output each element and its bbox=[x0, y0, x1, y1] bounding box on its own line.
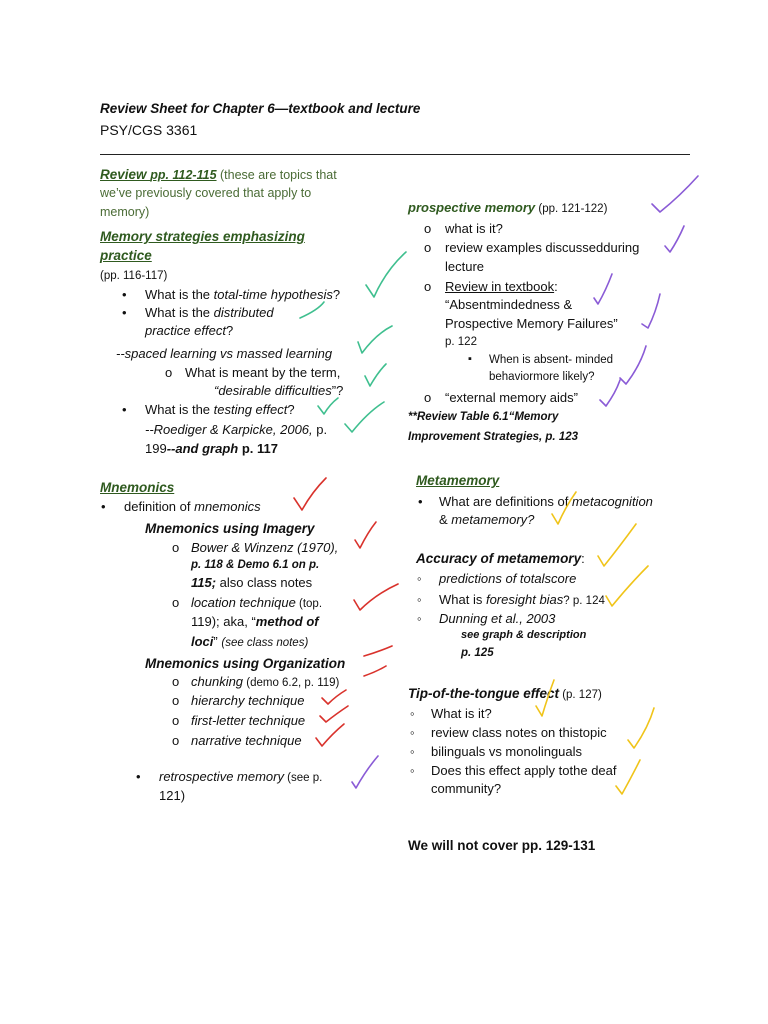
practice-pages: (pp. 116-117) bbox=[100, 270, 168, 282]
bullet-o: o bbox=[172, 693, 180, 708]
first-letter-technique: first-letter technique bbox=[191, 713, 306, 728]
roediger-page: 199 bbox=[145, 441, 167, 456]
location-term: location technique bbox=[191, 595, 296, 610]
roediger-graph: --and graph bbox=[166, 441, 242, 456]
bullet: • bbox=[122, 305, 127, 320]
acc-heading-text: Accuracy of metamemory bbox=[416, 551, 582, 566]
method-of-loci: method of bbox=[255, 614, 319, 629]
q1-text: What is the bbox=[145, 287, 214, 302]
organization-heading: Mnemonics using Organization bbox=[145, 656, 346, 671]
imagery-heading: Mnemonics using Imagery bbox=[145, 521, 315, 536]
bullet-circle: ◦ bbox=[410, 706, 415, 721]
bullet-circle: ◦ bbox=[417, 592, 422, 607]
q3-mark: ”? bbox=[331, 383, 344, 398]
q2-text: What is the bbox=[145, 305, 214, 320]
check-mark-icon bbox=[620, 346, 646, 384]
m1b-term: metamemory? bbox=[451, 512, 535, 527]
bower-notes: also class notes bbox=[216, 575, 313, 590]
q4-mark: ? bbox=[287, 402, 295, 417]
bullet-circle: ◦ bbox=[410, 725, 415, 740]
bullet-square: ▪ bbox=[468, 353, 472, 365]
tot-heading bbox=[408, 684, 602, 704]
mnem-def-text: definition of bbox=[124, 499, 195, 514]
bullet-circle: ◦ bbox=[410, 763, 415, 778]
check-mark-icon bbox=[600, 380, 620, 406]
practice-heading: Memory strategies emphasizing bbox=[100, 229, 305, 244]
acc-colon: : bbox=[581, 551, 585, 566]
dunning-page: p. 125 bbox=[461, 647, 494, 659]
bullet-circle: ◦ bbox=[417, 571, 422, 586]
bullet-circle: ◦ bbox=[410, 744, 415, 759]
question-desirable: What is meant by the term, bbox=[185, 365, 341, 380]
hierarchy-technique: hierarchy technique bbox=[191, 693, 305, 708]
bullet: • bbox=[136, 769, 141, 784]
absent-minded-2: behaviormore likely? bbox=[489, 371, 595, 383]
retrospective-memory bbox=[159, 768, 322, 787]
m1b-text: & bbox=[439, 512, 452, 527]
bullet: • bbox=[101, 499, 106, 514]
loci-notes: (see class notes) bbox=[221, 637, 309, 649]
m1-term: metacognition bbox=[571, 494, 653, 509]
chunking-term: chunking bbox=[191, 674, 244, 689]
prospective-memory bbox=[408, 199, 607, 218]
check-mark-icon bbox=[320, 706, 348, 722]
review-pages: pp. 112-115 bbox=[150, 168, 217, 182]
check-mark-icon bbox=[355, 522, 376, 548]
q4-text: What is the bbox=[145, 402, 214, 417]
check-mark-icon bbox=[322, 690, 346, 704]
question-desirable-2 bbox=[214, 382, 343, 401]
prosp-examples: review examples discussedduring bbox=[445, 240, 640, 255]
bower-ref-2 bbox=[191, 574, 312, 593]
metamemory-definition bbox=[439, 511, 534, 530]
m1-text: What are definitions of bbox=[439, 494, 572, 509]
tot-what-is-it: What is it? bbox=[431, 706, 492, 721]
roediger-ref-2 bbox=[145, 440, 278, 459]
not-covered-note: We will not cover pp. 129-131 bbox=[408, 838, 596, 853]
a2-term: foresight bias bbox=[485, 592, 564, 607]
bullet-o: o bbox=[424, 240, 432, 255]
question-distributed-2 bbox=[145, 322, 233, 341]
check-mark-icon bbox=[358, 326, 392, 353]
spaced-learning: --spaced learning vs massed learning bbox=[116, 346, 333, 361]
question-total-time bbox=[145, 286, 340, 305]
location-technique-2 bbox=[191, 613, 319, 632]
review-table: **Review Table 6.1“Memory bbox=[408, 411, 559, 423]
review-line-1 bbox=[100, 165, 337, 185]
bullet-o: o bbox=[172, 595, 180, 610]
bullet-o: o bbox=[172, 713, 180, 728]
chunking bbox=[191, 673, 339, 692]
prosp-textbook-3: Prospective Memory Failures” bbox=[445, 316, 618, 331]
check-mark-icon bbox=[652, 176, 698, 212]
bullet: • bbox=[122, 402, 127, 417]
q2-term-2: practice effect bbox=[145, 323, 226, 338]
retro-page: (see p. bbox=[283, 772, 323, 784]
roediger-graph-page: p. 117 bbox=[241, 441, 278, 456]
course-code: PSY/CGS 3361 bbox=[100, 122, 198, 138]
bullet: • bbox=[122, 287, 127, 302]
bullet-circle: ◦ bbox=[417, 611, 422, 626]
foresight-bias bbox=[439, 591, 605, 610]
q1-mark: ? bbox=[332, 287, 341, 302]
metacognition-definitions bbox=[439, 493, 653, 512]
review-note: (these are topics that bbox=[216, 168, 337, 182]
check-mark-icon bbox=[294, 478, 326, 510]
accuracy-heading bbox=[416, 549, 585, 569]
loci: loci bbox=[191, 634, 214, 649]
bullet-o: o bbox=[165, 365, 173, 380]
dunning-graph: see graph & description bbox=[461, 629, 587, 641]
check-mark-icon bbox=[616, 760, 640, 794]
textbook-link-text: Review in textbook bbox=[445, 279, 555, 294]
check-mark-icon bbox=[352, 756, 378, 788]
bullet-o: o bbox=[424, 221, 432, 236]
document-title: Review Sheet for Chapter 6—textbook and lecture bbox=[100, 101, 421, 116]
q4-term: testing effect bbox=[213, 402, 288, 417]
q1-term: total-time hypothesis bbox=[213, 287, 333, 302]
location-technique bbox=[191, 594, 322, 613]
question-testing bbox=[145, 401, 295, 420]
bullet-o: o bbox=[424, 390, 432, 405]
mnemonics-heading: Mnemonics bbox=[100, 480, 175, 495]
review-label: Review bbox=[100, 167, 151, 182]
check-mark-icon bbox=[642, 294, 660, 328]
bower-winzenz: Bower & Winzenz (1970), bbox=[191, 540, 339, 555]
divider bbox=[100, 154, 690, 155]
review-note-3: memory) bbox=[100, 205, 150, 219]
predictions-total-score: predictions of totalscore bbox=[439, 571, 577, 586]
bower-page: 115; bbox=[191, 575, 217, 590]
retrospective-memory-2: 121) bbox=[159, 788, 186, 803]
prosp-what-is-it: what is it? bbox=[445, 221, 503, 236]
bullet: • bbox=[418, 494, 423, 509]
prosp-textbook-page: p. 122 bbox=[445, 336, 477, 348]
external-memory-aids: “external memory aids” bbox=[445, 390, 578, 405]
check-mark-icon bbox=[598, 524, 636, 566]
check-mark-icon bbox=[366, 252, 406, 297]
tot-class-notes: review class notes on thistopic bbox=[431, 725, 607, 740]
green-checkmarks bbox=[300, 252, 406, 432]
retro-term: retrospective memory bbox=[159, 769, 284, 784]
check-mark-icon bbox=[354, 584, 398, 610]
check-mark-icon bbox=[594, 274, 612, 304]
q2-mark: ? bbox=[225, 323, 234, 338]
absent-minded: When is absent- minded bbox=[489, 354, 614, 366]
tot-pages: (p. 127) bbox=[559, 689, 602, 701]
tot-heading-text: Tip-of-the-tongue effect bbox=[408, 686, 559, 701]
review-table-2: Improvement Strategies, p. 123 bbox=[408, 431, 579, 443]
bullet-o: o bbox=[172, 733, 180, 748]
bullet-o: o bbox=[172, 674, 180, 689]
check-mark-icon bbox=[665, 226, 684, 252]
q3-term: “desirable difficulties bbox=[214, 383, 332, 398]
prosp-textbook bbox=[445, 278, 558, 297]
location-aka: 119); aka, “ bbox=[191, 614, 256, 629]
check-mark-icon bbox=[606, 566, 648, 606]
roediger-text: --Roediger & Karpicke, 2006, bbox=[145, 422, 313, 437]
bullet-o: o bbox=[172, 540, 180, 555]
location-technique-3 bbox=[191, 633, 308, 652]
roediger-p: p. bbox=[312, 422, 328, 437]
a2-text: What is bbox=[439, 592, 486, 607]
prosp-examples-2: lecture bbox=[445, 259, 485, 274]
practice-heading-2: practice bbox=[100, 248, 152, 263]
question-distributed bbox=[145, 304, 274, 323]
check-mark-icon bbox=[364, 666, 386, 676]
textbook-colon: : bbox=[554, 279, 558, 294]
prosp-textbook-2: “Absentmindedness & bbox=[445, 297, 573, 312]
tot-bilinguals: bilinguals vs monolinguals bbox=[431, 744, 583, 759]
check-mark-icon bbox=[364, 646, 392, 656]
prosp-pages: (pp. 121-122) bbox=[535, 203, 608, 215]
bullet-o: o bbox=[424, 279, 432, 294]
check-mark-icon bbox=[316, 724, 344, 746]
loci-quote: ” bbox=[213, 634, 222, 649]
metamemory-heading: Metamemory bbox=[416, 473, 500, 488]
mnemonics-definition bbox=[124, 498, 261, 517]
prosp-heading: prospective memory bbox=[408, 200, 536, 215]
bower-ref: p. 118 & Demo 6.1 on p. bbox=[191, 559, 320, 571]
review-note-2: we’ve previously covered that apply to bbox=[100, 186, 312, 200]
check-mark-icon bbox=[345, 402, 384, 432]
tot-deaf-2: community? bbox=[431, 781, 502, 796]
roediger-ref bbox=[145, 421, 327, 440]
check-mark-icon bbox=[628, 708, 654, 748]
dunning-ref: Dunning et al., 2003 bbox=[439, 611, 556, 626]
q2-term: distributed bbox=[213, 305, 274, 320]
narrative-technique: narrative technique bbox=[191, 733, 302, 748]
chunking-page: (demo 6.2, p. 119) bbox=[243, 677, 340, 689]
location-page: (top. bbox=[295, 598, 323, 610]
mnem-def-term: mnemonics bbox=[194, 499, 261, 514]
a2-page: ? p. 124 bbox=[563, 595, 605, 607]
tot-deaf: Does this effect apply tothe deaf bbox=[431, 763, 617, 778]
check-mark-icon bbox=[365, 364, 386, 386]
